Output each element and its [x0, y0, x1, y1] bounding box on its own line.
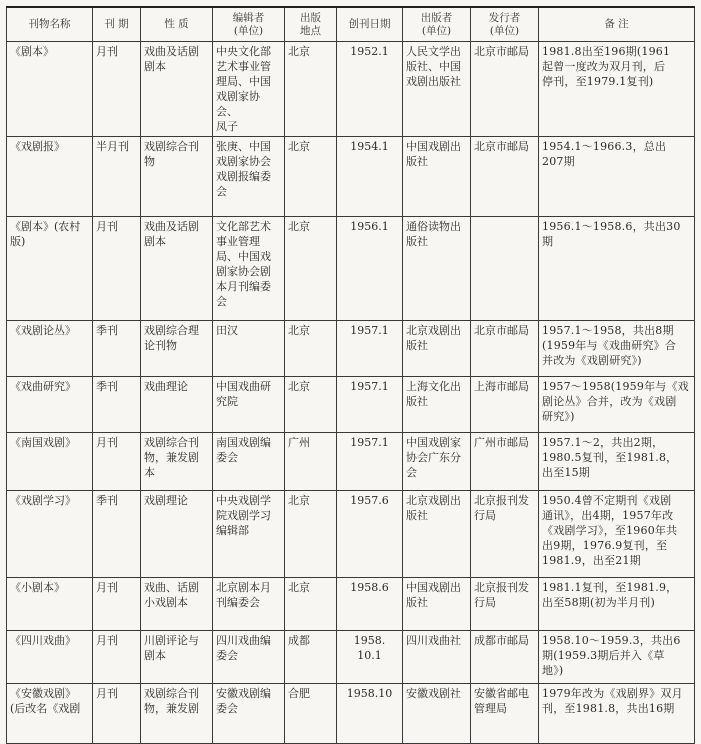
- cell-nature: 戏剧综合刊 物，兼发剧 本: [141, 433, 213, 491]
- cell-period: 季刊: [93, 377, 141, 433]
- cell-name: 《南国戏剧》: [7, 433, 93, 491]
- cell-notes: 1954.1～1966.3，总出 207期: [539, 137, 695, 217]
- cell-editor: 四川戏曲编 委会: [213, 631, 285, 684]
- cell-date: 1958.10: [337, 684, 403, 744]
- cell-distributor: 北京市邮局: [471, 42, 539, 137]
- cell-notes: 1979年改为《戏剧界》双月 刊，至1981.8，共出16期: [539, 684, 695, 744]
- cell-notes: 1957.1～2，共出2期， 1980.5复刊，至1981.8， 出至15期: [539, 433, 695, 491]
- cell-nature: 戏剧综合刊 物: [141, 137, 213, 217]
- cell-nature: 戏剧理论: [141, 491, 213, 578]
- cell-date: 1957.6: [337, 491, 403, 578]
- cell-nature: 川剧评论与 剧本: [141, 631, 213, 684]
- cell-date: 1958.6: [337, 578, 403, 631]
- cell-period: 月刊: [93, 631, 141, 684]
- cell-name: 《戏剧学习》: [7, 491, 93, 578]
- cell-editor: 张庚、中国 戏剧家协会 戏剧报编委 会: [213, 137, 285, 217]
- cell-date: 1952.1: [337, 42, 403, 137]
- cell-distributor: 北京报刊发 行局: [471, 578, 539, 631]
- table-row: [7, 377, 695, 433]
- cell-distributor: [471, 217, 539, 321]
- cell-place: 北京: [285, 217, 337, 321]
- header-place: 出版 地点: [285, 7, 337, 42]
- cell-distributor: 广州市邮局: [471, 433, 539, 491]
- cell-place: 成都: [285, 631, 337, 684]
- cell-name: 《四川戏曲》: [7, 631, 93, 684]
- cell-notes: 1950.4曾不定期刊《戏剧 通讯》，出4期，1957年改 《戏剧学习》，至1960年共 出9期，1976.9复刊，至 1981.9，出至21期: [539, 491, 695, 578]
- cell-date: 1957.1: [337, 433, 403, 491]
- cell-place: 北京: [285, 137, 337, 217]
- cell-notes: 1957.1～1958，共出8期 (1959年与《戏曲研究》合 并改为《戏剧研究》): [539, 321, 695, 377]
- table-row: [7, 684, 695, 744]
- cell-name: 《戏剧报》: [7, 137, 93, 217]
- cell-period: 月刊: [93, 42, 141, 137]
- cell-name: 《戏剧论丛》: [7, 321, 93, 377]
- cell-period: 季刊: [93, 321, 141, 377]
- cell-period: 月刊: [93, 217, 141, 321]
- header-distributor: 发行者 (单位): [471, 7, 539, 42]
- cell-name: 《戏曲研究》: [7, 377, 93, 433]
- header-notes: 备 注: [539, 7, 695, 42]
- cell-place: 北京: [285, 377, 337, 433]
- cell-name: 《安徽戏剧》 (后改名《戏剧: [7, 684, 93, 744]
- cell-place: 北京: [285, 321, 337, 377]
- cell-publisher: 安徽戏剧社: [403, 684, 471, 744]
- cell-notes: 1956.1～1958.6，共出30 期: [539, 217, 695, 321]
- cell-name: 《剧本》(农村 版): [7, 217, 93, 321]
- cell-publisher: 四川戏曲社: [403, 631, 471, 684]
- header-publisher: 出版者 (单位): [403, 7, 471, 42]
- cell-name: 《小剧本》: [7, 578, 93, 631]
- cell-date: 1954.1: [337, 137, 403, 217]
- cell-nature: 戏曲及话剧 剧本: [141, 217, 213, 321]
- header-editor: 编辑者 (单位): [213, 7, 285, 42]
- cell-nature: 戏剧综合理 论刊物: [141, 321, 213, 377]
- header-period: 刊 期: [93, 7, 141, 42]
- cell-editor: 南国戏剧编 委会: [213, 433, 285, 491]
- cell-place: 北京: [285, 491, 337, 578]
- cell-period: 月刊: [93, 684, 141, 744]
- cell-period: 月刊: [93, 578, 141, 631]
- cell-notes: 1957～1958(1959年与《戏 剧论丛》合并，改为《戏剧 研究》): [539, 377, 695, 433]
- cell-distributor: 上海市邮局: [471, 377, 539, 433]
- table-row: [7, 433, 695, 491]
- cell-publisher: 人民文学出 版社、中国 戏剧出版社: [403, 42, 471, 137]
- cell-place: 合肥: [285, 684, 337, 744]
- cell-editor: 安徽戏剧编 委会: [213, 684, 285, 744]
- cell-place: 北京: [285, 578, 337, 631]
- cell-publisher: 中国戏剧家 协会广东分 会: [403, 433, 471, 491]
- cell-notes: 1981.8出至196期(1961 起曾一度改为双月刊，后 停刊，至1979.1复刊): [539, 42, 695, 137]
- cell-nature: 戏曲、话剧 小戏剧本: [141, 578, 213, 631]
- cell-date: 1958. 10.1: [337, 631, 403, 684]
- cell-date: 1957.1: [337, 321, 403, 377]
- cell-publisher: 上海文化出 版社: [403, 377, 471, 433]
- cell-distributor: 安徽省邮电 管理局: [471, 684, 539, 744]
- cell-editor: 中央文化部 艺术事业管 理局、中国 戏剧家协会、 凤子: [213, 42, 285, 137]
- header-date: 创刊日期: [337, 7, 403, 42]
- cell-distributor: 北京报刊发 行局: [471, 491, 539, 578]
- cell-editor: 北京剧本月 刊编委会: [213, 578, 285, 631]
- cell-publisher: 北京戏剧出 版社: [403, 321, 471, 377]
- cell-notes: 1981.1复刊，至1981.9， 出至58期(初为半月刊): [539, 578, 695, 631]
- table-row: [7, 631, 695, 684]
- header-nature: 性 质: [141, 7, 213, 42]
- cell-place: 北京: [285, 42, 337, 137]
- header-name: 刊物名称: [7, 7, 93, 42]
- cell-period: 月刊: [93, 433, 141, 491]
- table-row: [7, 137, 695, 217]
- cell-publisher: 中国戏剧出 版社: [403, 578, 471, 631]
- cell-period: 季刊: [93, 491, 141, 578]
- cell-editor: 田汉: [213, 321, 285, 377]
- cell-publisher: 通俗读物出 版社: [403, 217, 471, 321]
- table-row: [7, 321, 695, 377]
- cell-nature: 戏曲及话剧 剧本: [141, 42, 213, 137]
- cell-editor: 中央戏剧学 院戏剧学习 编辑部: [213, 491, 285, 578]
- cell-editor: 文化部艺术 事业管理 局、中国戏 剧家协会剧 本月刊编委 会: [213, 217, 285, 321]
- cell-period: 半月刊: [93, 137, 141, 217]
- cell-date: 1956.1: [337, 217, 403, 321]
- cell-nature: 戏曲理论: [141, 377, 213, 433]
- cell-name: 《剧本》: [7, 42, 93, 137]
- cell-editor: 中国戏曲研 究院: [213, 377, 285, 433]
- table-row: [7, 42, 695, 137]
- cell-nature: 戏剧综合刊 物，兼发剧: [141, 684, 213, 744]
- cell-date: 1957.1: [337, 377, 403, 433]
- cell-notes: 1958.10～1959.3，共出6 期(1959.3期后并入《草 地》): [539, 631, 695, 684]
- table-row: [7, 217, 695, 321]
- table-row: [7, 491, 695, 578]
- table-row: [7, 578, 695, 631]
- cell-distributor: 北京市邮局: [471, 137, 539, 217]
- table-header-row: [7, 7, 695, 42]
- cell-publisher: 北京戏剧出 版社: [403, 491, 471, 578]
- cell-publisher: 中国戏剧出 版社: [403, 137, 471, 217]
- periodicals-table: [6, 6, 695, 744]
- cell-distributor: 成都市邮局: [471, 631, 539, 684]
- cell-distributor: 北京市邮局: [471, 321, 539, 377]
- cell-place: 广州: [285, 433, 337, 491]
